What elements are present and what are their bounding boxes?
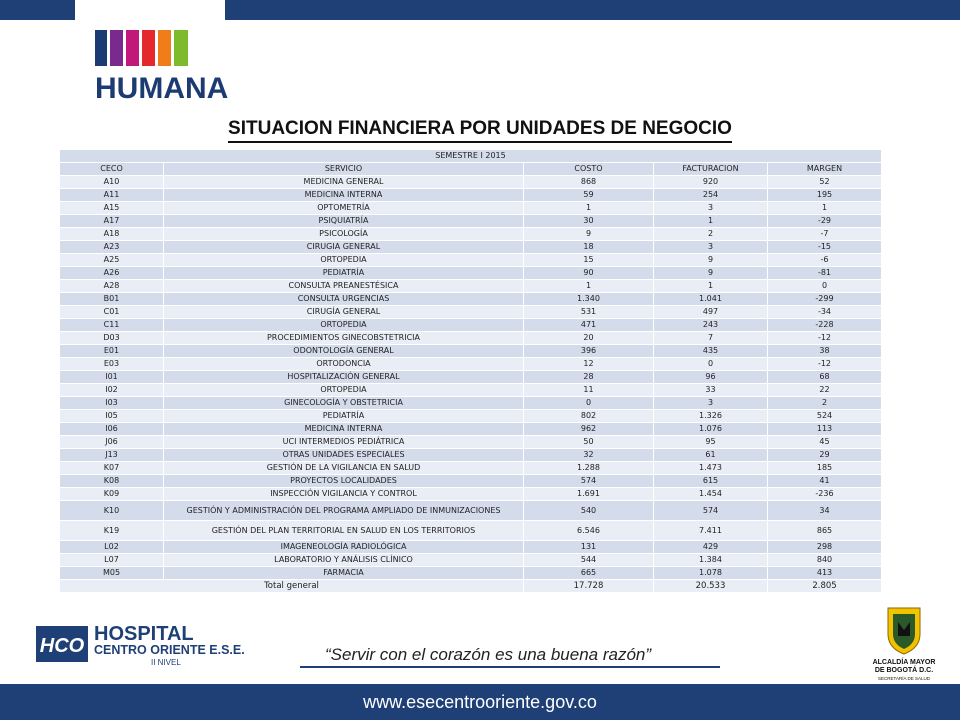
table-row	[60, 345, 882, 358]
table-row	[60, 358, 882, 371]
cell-facturacion: 1	[654, 280, 768, 293]
table-row	[60, 475, 882, 488]
table-row	[60, 189, 882, 202]
cell-ceco: I06	[60, 423, 164, 436]
alcaldia-logo	[866, 604, 942, 682]
cell-margen: 29	[768, 449, 882, 462]
cell-servicio: ORTOPEDIA	[164, 254, 524, 267]
cell-facturacion: 3	[654, 241, 768, 254]
cell-ceco: C01	[60, 306, 164, 319]
cell-facturacion: 1.041	[654, 293, 768, 306]
cell-facturacion: 497	[654, 306, 768, 319]
cell-margen: 413	[768, 567, 882, 580]
table-row	[60, 397, 882, 410]
cell-servicio: CONSULTA PREANESTÉSICA	[164, 280, 524, 293]
table-row	[60, 293, 882, 306]
table-row	[60, 215, 882, 228]
cell-facturacion: 0	[654, 358, 768, 371]
cell-margen: -15	[768, 241, 882, 254]
cell-servicio: CIRUGIA GENERAL	[164, 241, 524, 254]
hospital-line2: CENTRO ORIENTE E.S.E.	[94, 643, 245, 657]
cell-servicio: ORTOPEDIA	[164, 319, 524, 332]
cell-servicio: PSIQUIATRÍA	[164, 215, 524, 228]
cell-costo: 540	[524, 501, 654, 521]
cell-costo: 962	[524, 423, 654, 436]
total-label: Total general	[60, 580, 524, 593]
cell-facturacion: 9	[654, 254, 768, 267]
cell-costo: 59	[524, 189, 654, 202]
cell-costo: 1.691	[524, 488, 654, 501]
cell-ceco: D03	[60, 332, 164, 345]
table-row	[60, 384, 882, 397]
total-row	[60, 580, 882, 593]
cell-servicio: GESTIÓN DE LA VIGILANCIA EN SALUD	[164, 462, 524, 475]
cell-ceco: I02	[60, 384, 164, 397]
table-row	[60, 319, 882, 332]
cell-margen: 840	[768, 554, 882, 567]
cell-facturacion: 1.454	[654, 488, 768, 501]
cell-facturacion: 920	[654, 176, 768, 189]
cell-ceco: I05	[60, 410, 164, 423]
cell-margen: 45	[768, 436, 882, 449]
cell-margen: 1	[768, 202, 882, 215]
cell-servicio: PSICOLOGÍA	[164, 228, 524, 241]
cell-servicio: MEDICINA INTERNA	[164, 423, 524, 436]
cell-costo: 1.288	[524, 462, 654, 475]
cell-margen: 2	[768, 397, 882, 410]
cell-servicio: PROCEDIMIENTOS GINECOBSTETRICIA	[164, 332, 524, 345]
cell-servicio: PROYECTOS LOCALIDADES	[164, 475, 524, 488]
table-row	[60, 423, 882, 436]
cell-margen: 865	[768, 521, 882, 541]
bogota-humana-logo	[93, 28, 233, 108]
cell-ceco: J13	[60, 449, 164, 462]
cell-costo: 0	[524, 397, 654, 410]
cell-servicio: ORTOPEDIA	[164, 384, 524, 397]
table-row	[60, 449, 882, 462]
table-row	[60, 436, 882, 449]
cell-servicio: MEDICINA GENERAL	[164, 176, 524, 189]
semester-label: SEMESTRE I 2015	[60, 150, 882, 163]
hospital-logo	[36, 620, 246, 666]
cell-servicio: HOSPITALIZACIÓN GENERAL	[164, 371, 524, 384]
cell-facturacion: 1.326	[654, 410, 768, 423]
cell-margen: 34	[768, 501, 882, 521]
cell-margen: -12	[768, 332, 882, 345]
cell-margen: 185	[768, 462, 882, 475]
cell-margen: 524	[768, 410, 882, 423]
cell-costo: 1.340	[524, 293, 654, 306]
cell-facturacion: 96	[654, 371, 768, 384]
table-row	[60, 332, 882, 345]
cell-costo: 1	[524, 202, 654, 215]
cell-ceco: K09	[60, 488, 164, 501]
cell-facturacion: 254	[654, 189, 768, 202]
hospital-line3: II NIVEL	[151, 658, 181, 666]
cell-margen: -299	[768, 293, 882, 306]
website-url: www.esecentrooriente.gov.co	[363, 692, 597, 712]
cell-servicio: PEDIATRÍA	[164, 267, 524, 280]
cell-margen: 41	[768, 475, 882, 488]
hospital-mark: HCO	[39, 635, 85, 657]
table-row	[60, 462, 882, 475]
cell-facturacion: 1.473	[654, 462, 768, 475]
cell-servicio: FARMACIA	[164, 567, 524, 580]
table-row	[60, 306, 882, 319]
total-facturacion: 20.533	[654, 580, 768, 593]
slogan: “Servir con el corazón es una buena razón”	[325, 645, 652, 664]
cell-margen: -81	[768, 267, 882, 280]
cell-costo: 15	[524, 254, 654, 267]
cell-servicio: PEDIATRÍA	[164, 410, 524, 423]
cell-margen: -236	[768, 488, 882, 501]
bogota-humana-logo-graphic	[93, 28, 233, 108]
cell-costo: 12	[524, 358, 654, 371]
cell-costo: 665	[524, 567, 654, 580]
cell-margen: -12	[768, 358, 882, 371]
cell-facturacion: 7	[654, 332, 768, 345]
cell-ceco: A15	[60, 202, 164, 215]
cell-costo: 50	[524, 436, 654, 449]
cell-facturacion: 33	[654, 384, 768, 397]
cell-facturacion: 243	[654, 319, 768, 332]
cell-ceco: A25	[60, 254, 164, 267]
semester-row	[60, 150, 882, 163]
header-servicio: SERVICIO	[164, 163, 524, 176]
alcaldia-shield-graphic	[866, 604, 942, 682]
cell-ceco: A23	[60, 241, 164, 254]
alcaldia-line2: DE BOGOTÁ D.C.	[874, 667, 934, 674]
cell-ceco: L07	[60, 554, 164, 567]
hospital-line1: HOSPITAL	[94, 623, 194, 645]
cell-margen: -6	[768, 254, 882, 267]
table-row	[60, 488, 882, 501]
cell-facturacion: 2	[654, 228, 768, 241]
table-row	[60, 541, 882, 554]
cell-servicio: INSPECCIÓN VIGILANCIA Y CONTROL	[164, 488, 524, 501]
cell-margen: 52	[768, 176, 882, 189]
financial-table-container	[59, 149, 881, 593]
cell-margen: 0	[768, 280, 882, 293]
table-row	[60, 521, 882, 541]
cell-costo: 18	[524, 241, 654, 254]
total-costo: 17.728	[524, 580, 654, 593]
cell-facturacion: 429	[654, 541, 768, 554]
total-margen: 2.805	[768, 580, 882, 593]
cell-servicio: OPTOMETRÍA	[164, 202, 524, 215]
cell-facturacion: 7.411	[654, 521, 768, 541]
table-row	[60, 280, 882, 293]
header-costo: COSTO	[524, 163, 654, 176]
cell-costo: 131	[524, 541, 654, 554]
cell-servicio: MEDICINA INTERNA	[164, 189, 524, 202]
table-row	[60, 241, 882, 254]
cell-costo: 531	[524, 306, 654, 319]
cell-servicio: ODONTOLOGÍA GENERAL	[164, 345, 524, 358]
cell-margen: -7	[768, 228, 882, 241]
table-row	[60, 254, 882, 267]
table-row	[60, 176, 882, 189]
cell-ceco: A17	[60, 215, 164, 228]
cell-servicio: OTRAS UNIDADES ESPECIALES	[164, 449, 524, 462]
cell-servicio: GESTIÓN Y ADMINISTRACIÓN DEL PROGRAMA AMPLIADO DE INMUNIZACIONES	[164, 501, 524, 521]
cell-margen: 22	[768, 384, 882, 397]
cell-ceco: I01	[60, 371, 164, 384]
cell-ceco: A18	[60, 228, 164, 241]
cell-costo: 20	[524, 332, 654, 345]
table-row	[60, 567, 882, 580]
table-row	[60, 501, 882, 521]
cell-servicio: ORTODONCIA	[164, 358, 524, 371]
cell-ceco: A11	[60, 189, 164, 202]
header-ceco: CECO	[60, 163, 164, 176]
table-row	[60, 202, 882, 215]
cell-servicio: LABORATORIO Y ANÁLISIS CLÍNICO	[164, 554, 524, 567]
top-bar-right	[225, 0, 960, 20]
cell-ceco: K10	[60, 501, 164, 521]
cell-facturacion: 1.078	[654, 567, 768, 580]
financial-table	[59, 149, 882, 593]
cell-ceco: J06	[60, 436, 164, 449]
logo-line2: HUMANA	[95, 72, 229, 105]
cell-costo: 868	[524, 176, 654, 189]
cell-costo: 90	[524, 267, 654, 280]
cell-ceco: L02	[60, 541, 164, 554]
cell-ceco: E01	[60, 345, 164, 358]
cell-facturacion: 1.384	[654, 554, 768, 567]
cell-costo: 32	[524, 449, 654, 462]
cell-costo: 802	[524, 410, 654, 423]
cell-ceco: A10	[60, 176, 164, 189]
cell-costo: 6.546	[524, 521, 654, 541]
cell-ceco: B01	[60, 293, 164, 306]
cell-costo: 1	[524, 280, 654, 293]
cell-ceco: A26	[60, 267, 164, 280]
cell-facturacion: 574	[654, 501, 768, 521]
cell-facturacion: 1	[654, 215, 768, 228]
cell-ceco: K19	[60, 521, 164, 541]
hospital-logo-graphic	[36, 620, 246, 666]
cell-facturacion: 435	[654, 345, 768, 358]
cell-servicio: CIRUGÍA GENERAL	[164, 306, 524, 319]
cell-facturacion: 95	[654, 436, 768, 449]
cell-margen: -228	[768, 319, 882, 332]
header-row	[60, 163, 882, 176]
cell-margen: 68	[768, 371, 882, 384]
top-bar-left	[0, 0, 75, 20]
cell-ceco: C11	[60, 319, 164, 332]
cell-costo: 574	[524, 475, 654, 488]
cell-ceco: K08	[60, 475, 164, 488]
slogan-underline	[300, 666, 720, 668]
cell-margen: -29	[768, 215, 882, 228]
header-margen: MARGEN	[768, 163, 882, 176]
cell-ceco: K07	[60, 462, 164, 475]
cell-facturacion: 1.076	[654, 423, 768, 436]
alcaldia-line1: ALCALDÍA MAYOR	[872, 659, 936, 666]
cell-margen: 195	[768, 189, 882, 202]
cell-costo: 28	[524, 371, 654, 384]
table-row	[60, 228, 882, 241]
page-title: SITUACION FINANCIERA POR UNIDADES DE NEGOCIO	[0, 118, 960, 143]
table-row	[60, 410, 882, 423]
cell-servicio: CONSULTA URGENCIAS	[164, 293, 524, 306]
cell-costo: 9	[524, 228, 654, 241]
table-row	[60, 267, 882, 280]
cell-costo: 11	[524, 384, 654, 397]
cell-ceco: A28	[60, 280, 164, 293]
table-row	[60, 554, 882, 567]
cell-servicio: GINECOLOGÍA Y OBSTETRICIA	[164, 397, 524, 410]
cell-ceco: M05	[60, 567, 164, 580]
cell-facturacion: 61	[654, 449, 768, 462]
cell-servicio: GESTIÓN DEL PLAN TERRITORIAL EN SALUD EN LOS TERRITORIOS	[164, 521, 524, 541]
cell-margen: 298	[768, 541, 882, 554]
cell-servicio: UCI INTERMEDIOS PEDIÁTRICA	[164, 436, 524, 449]
cell-margen: 113	[768, 423, 882, 436]
cell-facturacion: 3	[654, 202, 768, 215]
table-row	[60, 371, 882, 384]
alcaldia-line3: SECRETARÍA DE SALUD	[878, 676, 930, 681]
cell-facturacion: 3	[654, 397, 768, 410]
cell-servicio: IMAGENEOLOGÍA RADIOLÓGICA	[164, 541, 524, 554]
cell-margen: 38	[768, 345, 882, 358]
cell-ceco: I03	[60, 397, 164, 410]
cell-facturacion: 9	[654, 267, 768, 280]
header-facturacion: FACTURACION	[654, 163, 768, 176]
cell-margen: -34	[768, 306, 882, 319]
cell-facturacion: 615	[654, 475, 768, 488]
cell-costo: 544	[524, 554, 654, 567]
cell-ceco: E03	[60, 358, 164, 371]
cell-costo: 396	[524, 345, 654, 358]
cell-costo: 471	[524, 319, 654, 332]
cell-costo: 30	[524, 215, 654, 228]
